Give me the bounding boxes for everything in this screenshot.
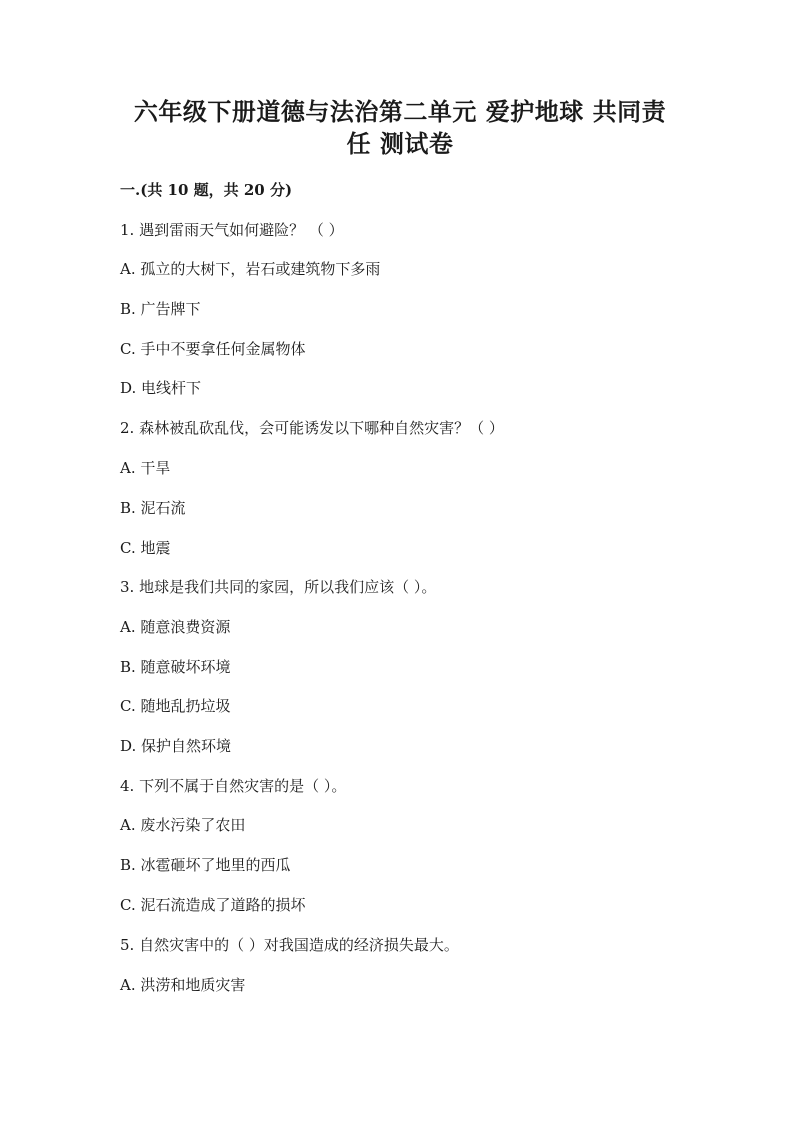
- question-5: 5. 自然灾害中的（ ）对我国造成的经济损失最大。: [120, 936, 459, 954]
- section-heading: 一.(共 10 题，共 20 分): [120, 181, 293, 199]
- question-2-option-a: A. 干旱: [120, 459, 171, 477]
- question-4-option-c: C. 泥石流造成了道路的损坏: [120, 896, 306, 914]
- question-1: 1. 遇到雷雨天气如何避险？ （ ）: [120, 221, 344, 239]
- page-title-line-2: 任 测试卷: [346, 129, 454, 158]
- question-3-option-c: C. 随地乱扔垃圾: [120, 697, 231, 715]
- question-1-option-c: C. 手中不要拿任何金属物体: [120, 340, 306, 358]
- question-4: 4. 下列不属于自然灾害的是（ ）。: [120, 777, 347, 795]
- page-title: [100, 96, 700, 160]
- question-3: 3. 地球是我们共同的家园，所以我们应该（ ）。: [120, 578, 437, 596]
- question-1-option-d: D. 电线杆下: [120, 379, 202, 397]
- question-5-option-a: A. 洪涝和地质灾害: [120, 976, 246, 994]
- question-4-option-b: B. 冰雹砸坏了地里的西瓜: [120, 856, 291, 874]
- question-2: 2. 森林被乱砍乱伐，会可能诱发以下哪种自然灾害？（ ）: [120, 419, 504, 437]
- question-2-option-b: B. 泥石流: [120, 499, 186, 517]
- question-1-option-b: B. 广告牌下: [120, 300, 201, 318]
- page-title-line-1: 六年级下册道德与法治第二单元 爱护地球 共同责: [133, 97, 667, 126]
- question-3-option-a: A. 随意浪费资源: [120, 618, 231, 636]
- question-1-option-a: A. 孤立的大树下，岩石或建筑物下多雨: [120, 260, 381, 278]
- question-3-option-b: B. 随意破坏环境: [120, 658, 231, 676]
- question-4-option-a: A. 废水污染了农田: [120, 816, 246, 834]
- question-2-option-c: C. 地震: [120, 539, 171, 557]
- question-3-option-d: D. 保护自然环境: [120, 737, 232, 755]
